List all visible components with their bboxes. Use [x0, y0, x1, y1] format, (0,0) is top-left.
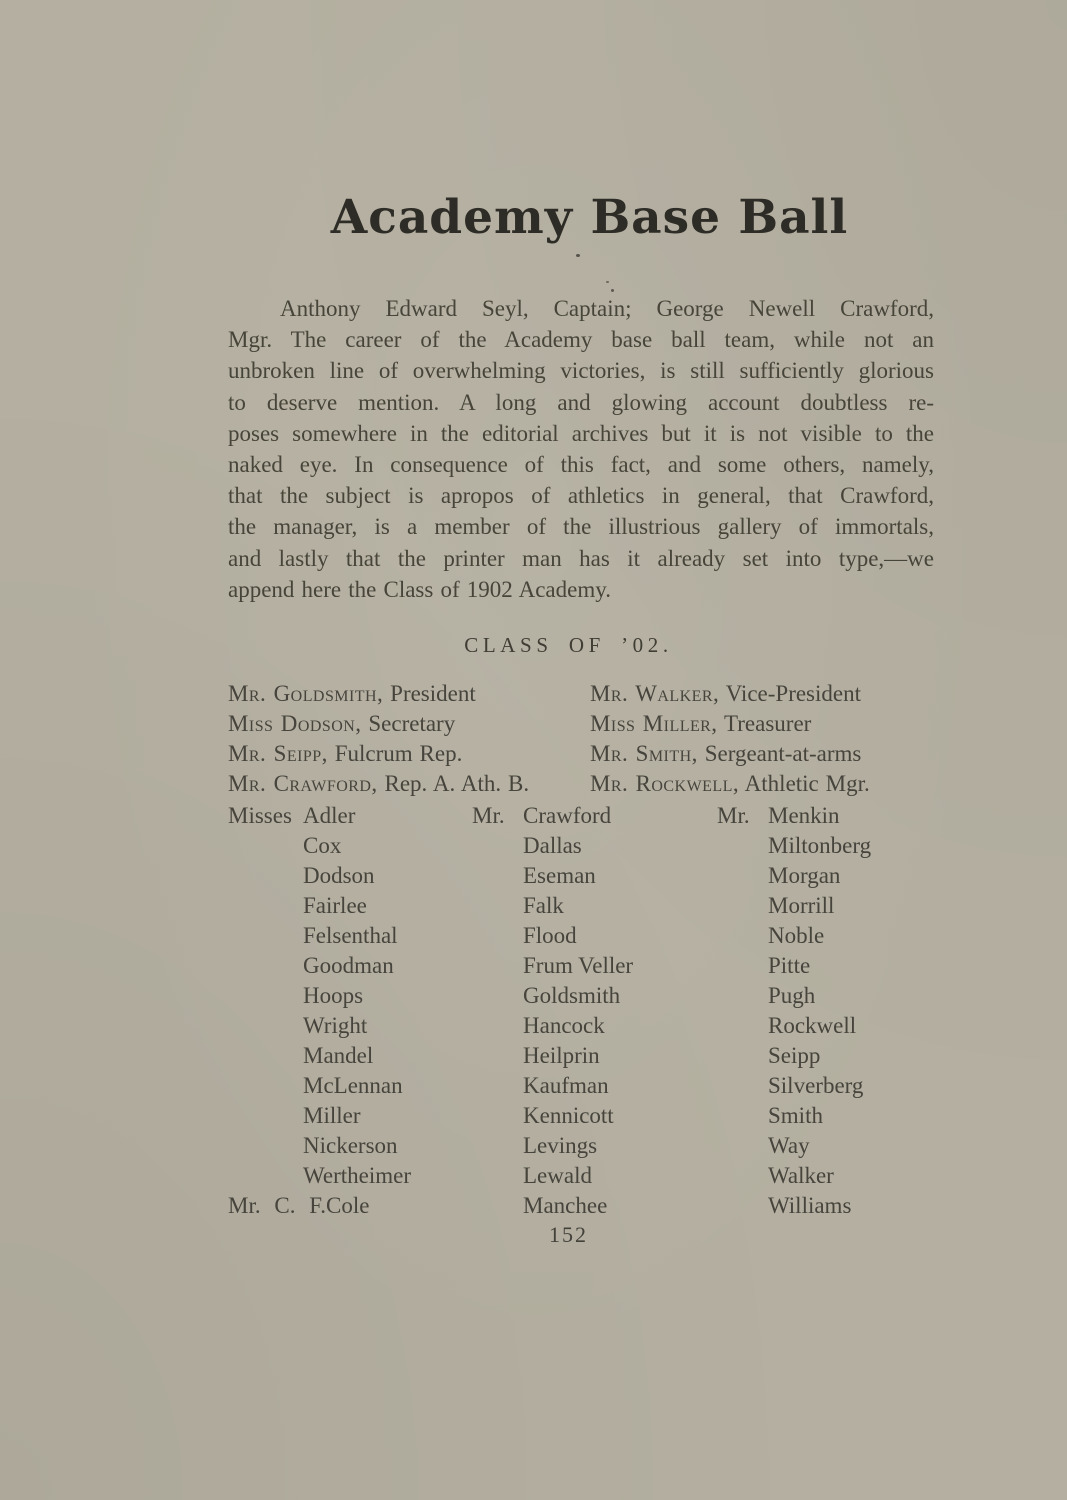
roster-name: Mandel: [303, 1043, 374, 1068]
roster-name: Falk: [523, 893, 564, 918]
roster-name: Silverberg: [768, 1073, 864, 1098]
roster-entry: [472, 1131, 633, 1161]
roster-entry: [228, 831, 411, 861]
page-title: Academy Base Ball: [330, 190, 849, 245]
intro-line: Anthony Edward Seyl, Captain; George Newell Crawford,: [280, 296, 934, 321]
roster-name: Hoops: [303, 983, 364, 1008]
intro-paragraph: [228, 293, 934, 605]
roster-entry: [472, 1101, 633, 1131]
roster-name: Crawford: [523, 803, 612, 828]
roster-entry: [717, 951, 871, 981]
roster-name: Morgan: [768, 863, 841, 888]
officer-role: Rep. A. Ath. B.: [377, 771, 530, 796]
roster-entry: [472, 1191, 633, 1221]
officer-entry: [590, 739, 870, 769]
roster: [228, 801, 934, 1221]
roster-entry: [472, 861, 633, 891]
roster-name: Flood: [523, 923, 577, 948]
roster-name: Kaufman: [523, 1073, 609, 1098]
roster-name: Kennicott: [523, 1103, 614, 1128]
ink-speck: [576, 254, 580, 257]
roster-entry: [717, 1071, 871, 1101]
officer-entry: [228, 679, 529, 709]
officer-entry: [590, 769, 870, 799]
officer-role: Secretary: [361, 711, 456, 736]
roster-prefix: Mr.: [472, 803, 505, 828]
intro-line: and lastly that the printer man has it already set into type,—we: [228, 545, 934, 571]
roster-entry: [717, 1161, 871, 1191]
roster-entry: [228, 1101, 411, 1131]
officer-name: Miss Miller,: [590, 711, 718, 736]
roster-entry: [717, 981, 871, 1011]
officer-name: Miss Dodson,: [228, 711, 362, 736]
roster-name: Pugh: [768, 983, 816, 1008]
roster-name: Frum Veller: [523, 953, 634, 978]
roster-name: Manchee: [523, 1193, 608, 1218]
officer-role: Athletic Mgr.: [739, 771, 870, 796]
roster-entry: [472, 1161, 633, 1191]
intro-line: unbroken line of overwhelming victories, is still sufficiently glorious: [228, 358, 934, 384]
roster-entry: [472, 891, 633, 921]
ink-speck: [606, 281, 609, 283]
roster-name: Wertheimer: [303, 1163, 411, 1188]
officer-role: President: [383, 681, 476, 706]
roster-name: Noble: [768, 923, 825, 948]
roster-entry: [472, 1011, 633, 1041]
roster-name: Levings: [523, 1133, 598, 1158]
roster-entry: [228, 1191, 411, 1221]
roster-entry: [717, 1011, 871, 1041]
roster-name: Dallas: [523, 833, 582, 858]
roster-entry: [717, 1131, 871, 1161]
officer-name: Mr. Seipp,: [228, 741, 328, 766]
roster-entry: [228, 861, 411, 891]
officer-name: Mr. Goldsmith,: [228, 681, 384, 706]
roster-name: Dodson: [303, 863, 375, 888]
roster-entry: [717, 861, 871, 891]
roster-name: Nickerson: [303, 1133, 398, 1158]
roster-entry: [228, 891, 411, 921]
roster-name: Hancock: [523, 1013, 605, 1038]
roster-entry: [472, 981, 633, 1011]
officer-name: Mr. Walker,: [590, 681, 720, 706]
roster-entry: [228, 1131, 411, 1161]
roster-name: McLennan: [303, 1073, 403, 1098]
roster-name: Smith: [768, 1103, 823, 1128]
roster-entry: [228, 1011, 411, 1041]
roster-name: Menkin: [768, 803, 840, 828]
roster-name: Wright: [303, 1013, 368, 1038]
roster-entry: [228, 921, 411, 951]
roster-name: Cole: [325, 1193, 370, 1218]
roster-name: Pitte: [768, 953, 811, 978]
roster-name: Miltonberg: [768, 833, 872, 858]
roster-entry: [717, 921, 871, 951]
officer-role: Fulcrum Rep.: [327, 741, 463, 766]
intro-line: that the subject is apropos of athletics in general, that Crawford,: [228, 483, 934, 509]
roster-name: Heilprin: [523, 1043, 600, 1068]
roster-entry: [717, 1041, 871, 1071]
officer-entry: [228, 739, 529, 769]
roster-entry: [717, 1101, 871, 1131]
roster-entry: [228, 1071, 411, 1101]
roster-entry: [717, 1191, 871, 1221]
roster-entry: [472, 1071, 633, 1101]
intro-line: poses somewhere in the editorial archives but it is not visible to the: [228, 420, 934, 446]
roster-column-1: [228, 801, 411, 1221]
officer-role: Sergeant-at-arms: [697, 741, 862, 766]
officer-entry: [590, 709, 870, 739]
intro-line: Mgr. The career of the Academy base ball team, while not an: [228, 327, 934, 353]
intro-line: append here the Class of 1902 Academy.: [228, 576, 611, 602]
page-number: 152: [549, 1222, 588, 1247]
roster-entry: [228, 1041, 411, 1071]
roster-name: Felsenthal: [303, 923, 398, 948]
intro-line: to deserve mention. A long and glowing account doubtless re-: [228, 389, 934, 415]
roster-prefix: Misses: [228, 803, 292, 828]
roster-entry: [472, 951, 633, 981]
roster-entry: [472, 1041, 633, 1071]
officers-left: [228, 679, 529, 799]
roster-name: Cox: [303, 833, 342, 858]
officer-name: Mr. Crawford,: [228, 771, 378, 796]
roster-prefix: Mr.: [717, 803, 750, 828]
roster-name: Adler: [303, 803, 356, 828]
roster-column-2: [472, 801, 633, 1221]
roster-name: Goodman: [303, 953, 394, 978]
roster-entry: [228, 981, 411, 1011]
roster-name: Morrill: [768, 893, 835, 918]
officers-right: [590, 679, 870, 799]
roster-entry: [228, 801, 411, 831]
roster-name: Eseman: [523, 863, 596, 888]
roster-name: Walker: [768, 1163, 834, 1188]
intro-line: the manager, is a member of the illustrious gallery of immortals,: [228, 514, 934, 540]
roster-column-3: [717, 801, 871, 1221]
roster-name: Lewald: [523, 1163, 592, 1188]
ink-speck: [611, 289, 614, 292]
intro-line: naked eye. In consequence of this fact, and some others, namely,: [228, 452, 934, 478]
roster-name: Way: [768, 1133, 810, 1158]
officer-name: Mr. Rockwell,: [590, 771, 740, 796]
roster-entry: [717, 801, 871, 831]
roster-name: Miller: [303, 1103, 361, 1128]
roster-name: Fairlee: [303, 893, 367, 918]
class-heading: CLASS OF ’02.: [464, 633, 673, 657]
officer-entry: [228, 709, 529, 739]
roster-entry: [228, 951, 411, 981]
roster-entry: [472, 801, 633, 831]
officers-list: [228, 679, 934, 803]
roster-entry: [472, 921, 633, 951]
roster-name: Goldsmith: [523, 983, 621, 1008]
roster-name: Williams: [768, 1193, 852, 1218]
roster-entry: [228, 1161, 411, 1191]
officer-entry: [590, 679, 870, 709]
roster-entry: [717, 891, 871, 921]
officer-role: Vice-President: [719, 681, 861, 706]
roster-entry: [717, 831, 871, 861]
officer-name: Mr. Smith,: [590, 741, 698, 766]
roster-name: Rockwell: [768, 1013, 857, 1038]
officer-role: Treasurer: [717, 711, 812, 736]
roster-prefix: Mr. C. F.: [228, 1193, 326, 1218]
roster-name: Seipp: [768, 1043, 821, 1068]
roster-entry: [472, 831, 633, 861]
officer-entry: [228, 769, 529, 799]
